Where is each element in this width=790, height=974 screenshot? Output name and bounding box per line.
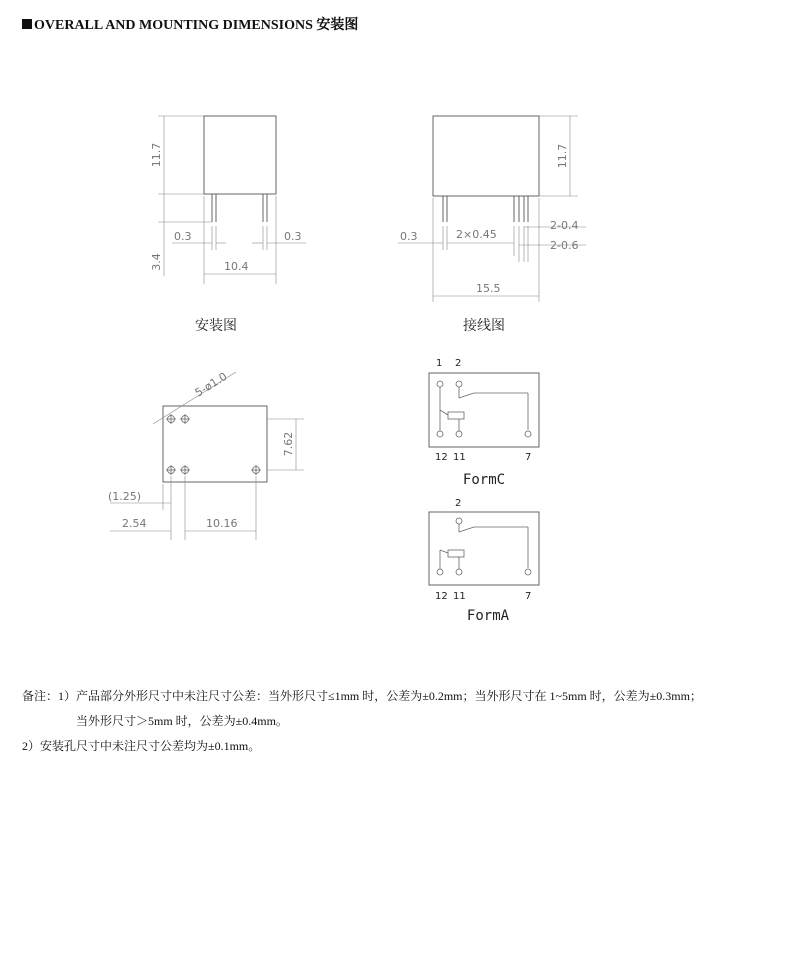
pin-terminal-2	[456, 381, 462, 387]
pin-terminal-1	[437, 381, 443, 387]
mounting-hole	[180, 414, 190, 424]
caption-mounting: 安装图	[195, 318, 237, 334]
mounting-hole	[251, 465, 261, 475]
pin-terminal-12	[437, 569, 443, 575]
notes-section	[22, 684, 702, 759]
caption-form-c: FormC	[462, 472, 506, 488]
relay-body-outline	[433, 116, 539, 196]
pin-label-11: 11	[453, 452, 466, 463]
mounting-hole	[166, 465, 176, 475]
pin-terminal-11	[456, 431, 462, 437]
pin-label-2: 2	[455, 358, 462, 369]
schematic-frame	[429, 373, 539, 447]
caption-wiring: 接线图	[463, 318, 505, 334]
pin-terminal-11	[456, 569, 462, 575]
switch-blade	[459, 393, 474, 398]
pin-label-7: 7	[525, 591, 532, 602]
dim-height: 11.7	[150, 142, 163, 168]
wiring-view	[398, 116, 586, 334]
dim-height: 11.7	[556, 143, 569, 169]
coil	[448, 550, 464, 557]
dim-pin-width: 0.3	[400, 230, 418, 243]
dim-width: 10.4	[224, 260, 249, 273]
pin-label-12: 12	[435, 591, 448, 602]
dim-pin-b: 2-0.6	[550, 239, 579, 252]
pin-label-2: 2	[455, 498, 462, 509]
mounting-hole	[180, 465, 190, 475]
dim-pitch: 2×0.45	[456, 228, 497, 241]
mounting-hole	[166, 414, 176, 424]
pin-terminal-12	[437, 431, 443, 437]
dim-pitch-long: 10.16	[206, 517, 238, 530]
dim-edge-offset: (1.25)	[108, 490, 142, 503]
dim-pitch-short: 2.54	[122, 517, 147, 530]
footprint-view	[108, 370, 304, 540]
dim-pin-width-left: 0.3	[174, 230, 192, 243]
dim-pin-a: 2-0.4	[550, 219, 579, 232]
pin-terminal-2	[456, 518, 462, 524]
dim-holes: 5-ø1.0	[192, 369, 230, 400]
form-a-schematic	[429, 498, 539, 624]
pin-label-12: 12	[435, 452, 448, 463]
pin-label-1: 1	[436, 358, 443, 369]
coil	[448, 412, 464, 419]
mounting-view	[150, 116, 306, 334]
footprint-outline	[163, 406, 267, 482]
pin-label-7: 7	[525, 452, 532, 463]
note-line-2: 当外形尺寸＞5mm 时，公差为±0.4mm。	[76, 714, 288, 728]
pin-label-11: 11	[453, 591, 466, 602]
dim-pin-length: 3.4	[150, 253, 163, 271]
note-line-1: 备注：1）产品部分外形尺寸中未注尺寸公差：当外形尺寸≤1mm 时，公差为±0.2mm；当外形尺寸在 1~5mm 时，公差为±0.3mm；	[22, 689, 702, 703]
caption-form-a: FormA	[466, 608, 510, 624]
page-title-text: OVERALL AND MOUNTING DIMENSIONS 安装图	[34, 18, 359, 33]
switch-blade	[459, 527, 474, 532]
form-c-schematic	[429, 358, 539, 488]
dim-hole-spacing: 7.62	[282, 431, 295, 457]
relay-body-outline	[204, 116, 276, 194]
dim-pin-width-right: 0.3	[284, 230, 302, 243]
dim-length: 15.5	[476, 282, 501, 295]
pin-terminal-7	[525, 569, 531, 575]
pin-terminal-7	[525, 431, 531, 437]
schematic-frame	[429, 512, 539, 585]
note-line-3: 2）安装孔尺寸中未注尺寸公差均为±0.1mm。	[22, 739, 261, 753]
